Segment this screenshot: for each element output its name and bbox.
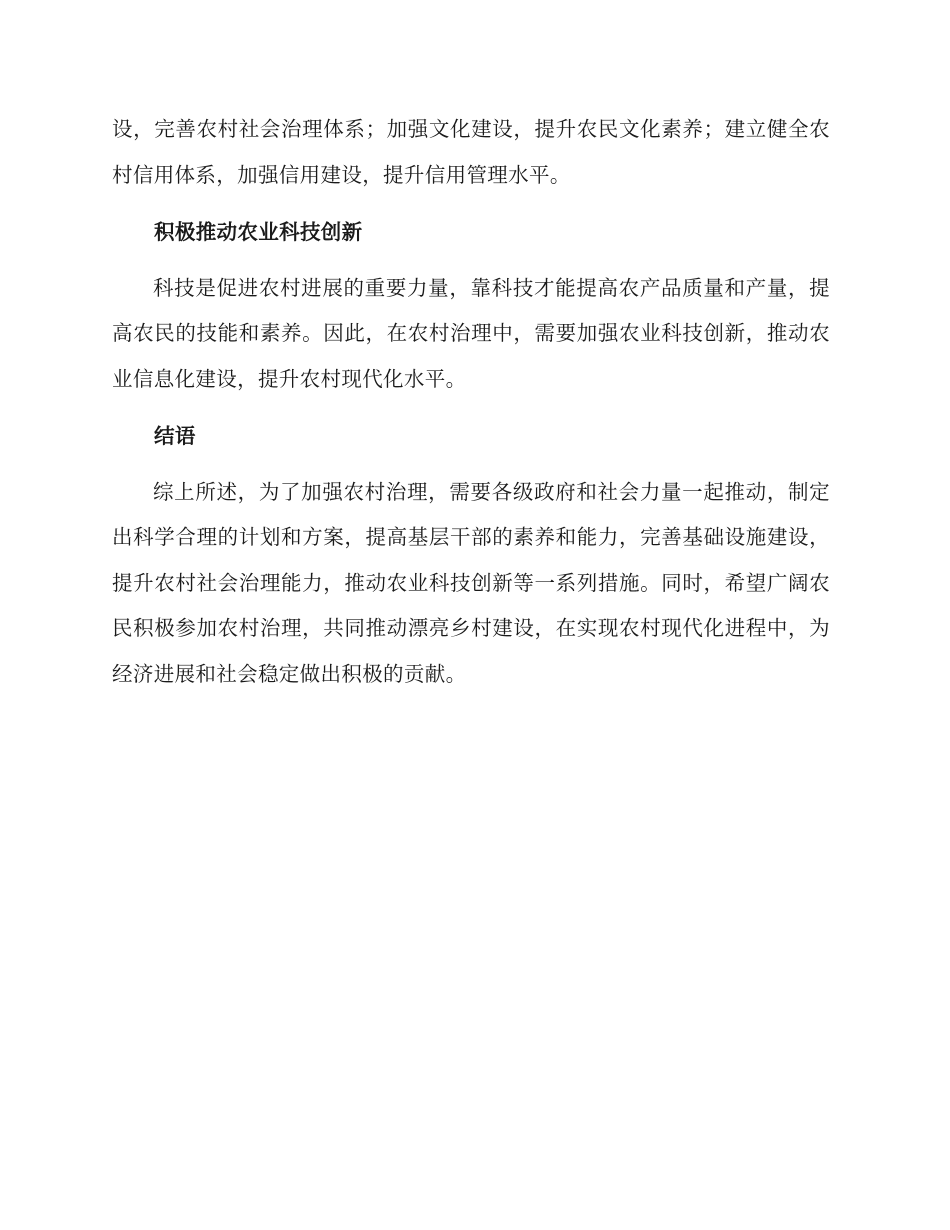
paragraph-conclusion: 综上所述，为了加强农村治理，需要各级政府和社会力量一起推动，制定出科学合理的计划和方案，提高基层干部的素养和能力，完善基础设施建设，提升农村社会治理能力，推动农业科技创新等一系列措施。同时，希望广阔农民积极参加农村治理，共同推动漂亮乡村建设，在实现农村现代化进程中，为经济进展和社会稳定做出积极的贡献。 — [112, 479, 830, 686]
section-heading-tech-innovation: 积极推动农业科技创新 — [154, 220, 363, 244]
document-body — [112, 107, 830, 697]
section-heading-conclusion: 结语 — [154, 424, 196, 448]
paragraph-continued: 设，完善农村社会治理体系；加强文化建设，提升农民文化素养；建立健全农村信用体系，加强信用建设，提升信用管理水平。 — [112, 117, 830, 187]
paragraph-tech-innovation: 科技是促进农村进展的重要力量，靠科技才能提高农产品质量和产量，提高农民的技能和素养。因此，在农村治理中，需要加强农业科技创新，推动农业信息化建设，提升农村现代化水平。 — [112, 275, 830, 391]
